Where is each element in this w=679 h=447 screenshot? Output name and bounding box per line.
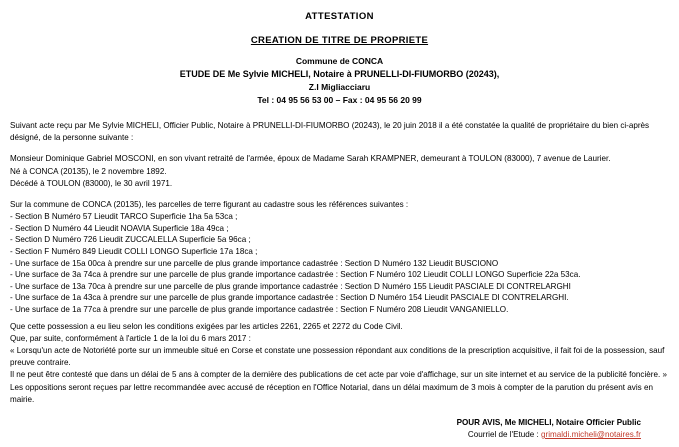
address-line: Z.I Migliacciaru (308, 82, 371, 92)
list-item: - Section F Numéro 849 Lieudit COLLI LONGO Superficie 17a 18ca ; (10, 247, 258, 256)
notary-office-line: ETUDE DE Me Sylvie MICHELI, Notaire à PRUNELLI-DI-FIUMORBO (20243), (179, 69, 500, 79)
party-birth-line: Né à CONCA (20135), le 2 novembre 1892. (10, 166, 167, 176)
parcels-lead-line: Sur la commune de CONCA (20135), les parcelles de terre figurant au cadastre sous les références suivantes : (10, 200, 409, 210)
conditions-quote-1: « Lorsqu'un acte de Notoriété porte sur un immeuble situé en Corse et constate une possession répondant aux conditions de la prescription acquisitive, il fait foi de la possession, sauf preuve contraire. (10, 345, 665, 368)
list-item: - Une surface de 1a 77ca à prendre sur une parcelle de plus grande importance cadastrée : Section F Numéro 208 Lieudit VANGANIELLO. (10, 304, 509, 314)
conditions-quote-2: Il ne peut être contesté que dans un délai de 5 ans à compter de la dernière des publications de cet acte par voie d'affichage, sur un site internet et au service de la publicité foncière. » (10, 370, 667, 380)
spacer-1 (10, 144, 669, 153)
document-body (10, 120, 669, 406)
signature-notary-line: POUR AVIS, Me MICHELI, Notaire Officier Public (456, 417, 641, 427)
list-item: - Une surface de 1a 43ca à prendre sur une parcelle de plus grande importance cadastrée : Section D Numéro 154 Lieudit PASCIALE DI CONTRELARGHI. (10, 293, 569, 303)
list-item: - Section D Numéro 44 Lieudit NOAVIA Superficie 18a 49ca ; (10, 223, 229, 233)
party-death-line: Décédé à TOULON (83000), le 30 avril 1971. (10, 178, 173, 188)
intro-paragraph: Suivant acte reçu par Me Sylvie MICHELI, Officier Public, Notaire à PRUNELLI-DI-FIUMORBO (20243), le 20 juin 2018 il a été constatée la qualité de propriétaire du bien ci-après désigné, de la personne suivante : (10, 121, 650, 143)
email-label: Courriel de l'Etude : (467, 429, 539, 439)
document-subtitle: CREATION DE TITRE DE PROPRIETE (250, 35, 429, 46)
notary-header-block (10, 55, 669, 107)
signature-block (10, 417, 669, 441)
email-link[interactable]: grimaldi.micheli@notaires.fr (541, 429, 641, 439)
phone-fax-line: Tel : 04 95 56 53 00 – Fax : 04 95 56 20 99 (257, 95, 422, 105)
conditions-line-1: Que cette possession a eu lieu selon les conditions exigées par les articles 2261, 2265 et 2272 du Code Civil. (10, 321, 403, 331)
party-identity-line: Monsieur Dominique Gabriel MOSCONI, en son vivant retraité de l'armée, époux de Madame Sarah KRAMPNER, demeurant à TOULON (83000), 7 avenue de Laurier. (10, 154, 611, 164)
parcels-list (10, 211, 669, 315)
conditions-line-2: Que, par suite, conformément à l'article 1 de la loi du 6 mars 2017 : (10, 333, 251, 343)
document-title: ATTESTATION (305, 11, 374, 22)
list-item: - Une surface de 3a 74ca à prendre sur une parcelle de plus grande importance cadastrée : Section F Numéro 102 Lieudit COLLI LONGO Superficie 22a 53ca. (10, 270, 581, 280)
list-item: - Section D Numéro 726 Lieudit ZUCCALELLA Superficie 5a 96ca ; (10, 235, 251, 245)
signature-email-line (10, 429, 641, 441)
spacer-2 (10, 190, 669, 199)
oppositions-line: Les oppositions seront reçues par lettre recommandée avec accusé de réception en l'Office Notarial, dans un délai maximum de 3 mois à compter de la parution du présent avis en mairie. (10, 382, 653, 404)
list-item: - Une surface de 13a 70ca à prendre sur une parcelle de plus grande importance cadastrée : Section D Numéro 155 Lieudit PASCIALE DI CONTRELARGHI (10, 281, 571, 291)
list-item: - Section B Numéro 57 Lieudit TARCO Superficie 1ha 5a 53ca ; (10, 212, 238, 222)
list-item: - Une surface de 15a 00ca à prendre sur une parcelle de plus grande importance cadastrée : Section D Numéro 132 Lieudit BUSCIONO (10, 258, 499, 268)
commune-line: Commune de CONCA (295, 56, 384, 66)
